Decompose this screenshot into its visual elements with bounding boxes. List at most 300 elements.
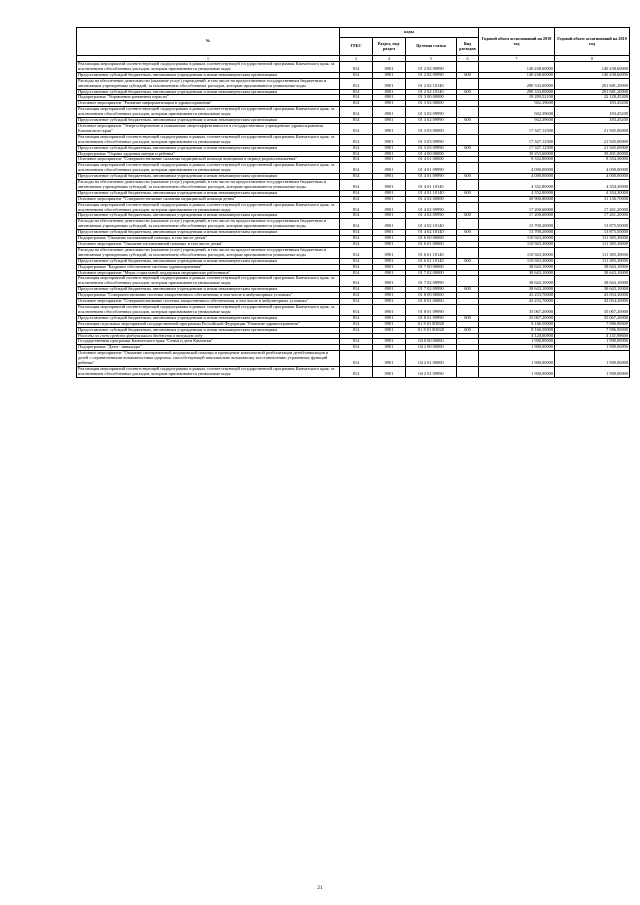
amount-2018: 942,39600 <box>479 101 555 107</box>
row-name: Предоставление субсидий бюджетным, автономным учреждениям и иным некоммерческим организациям <box>77 230 340 236</box>
table-row <box>77 299 630 305</box>
amount-2018: 4 000,00000 <box>479 174 555 180</box>
table-row <box>77 304 630 315</box>
target-article-code: 01 4 02 10140 <box>406 230 457 236</box>
table-row <box>77 264 630 270</box>
table-row <box>77 247 630 258</box>
table-row <box>77 163 630 174</box>
section-code: 0901 <box>373 196 406 202</box>
amount-2019: 4 151,98600 <box>555 333 630 339</box>
grbs-code: 814 <box>340 196 373 202</box>
section-code: 0901 <box>373 190 406 196</box>
amount-2018: 43 233,70000 <box>479 299 555 305</box>
target-article-code: 01 3 02 09990 <box>406 107 457 118</box>
amount-2019: 38 643,10000 <box>555 276 630 287</box>
grbs-code: 814 <box>340 276 373 287</box>
table-row <box>77 315 630 321</box>
table-row <box>77 351 630 367</box>
row-name: Подпрограмма "Кадровое обеспечение системы здравоохранения" <box>77 264 340 270</box>
section-code: 0901 <box>373 299 406 305</box>
section-code: 0901 <box>373 345 406 351</box>
expense-type-code <box>457 134 479 145</box>
section-code: 0901 <box>373 315 406 321</box>
expense-type-code: 600 <box>457 230 479 236</box>
grbs-code: 814 <box>340 293 373 299</box>
amount-2018: 17 200,60000 <box>479 213 555 219</box>
header-vr: Вид расходов <box>457 38 479 56</box>
amount-2018: 38 643,10000 <box>479 264 555 270</box>
amount-2018: 942,39600 <box>479 118 555 124</box>
amount-2019: 39 491,00000 <box>555 151 630 157</box>
target-article-code: 01 2 02 10140 <box>406 89 457 95</box>
target-article-code: 01 4 02 09990 <box>406 202 457 213</box>
target-article-code: 01 4 01 10140 <box>406 190 457 196</box>
grbs-code: 814 <box>340 95 373 101</box>
amount-2019: 4 354,30000 <box>555 190 630 196</box>
section-code: 0901 <box>373 95 406 101</box>
section-code: 0901 <box>373 270 406 276</box>
row-name: Подпрограмма "Охрана здоровья матери и ребенка" <box>77 151 340 157</box>
table-row <box>77 123 630 134</box>
row-name: Подпрограмма "Оказание паллиативной помощи, в том числе детям" <box>77 236 340 242</box>
section-code: 0901 <box>373 366 406 377</box>
grbs-code: 814 <box>340 270 373 276</box>
expense-type-code: 600 <box>457 213 479 219</box>
row-name: Подпрограмма "Совершенствование системы лекарственного обеспечения, в том числе в амбулаторных условиях" <box>77 293 340 299</box>
grbs-code: 814 <box>340 287 373 293</box>
index-cell: 8 <box>555 56 630 62</box>
amount-2018: 1 900,00000 <box>479 345 555 351</box>
expense-type-code: 600 <box>457 118 479 124</box>
index-cell: 7 <box>479 56 555 62</box>
expense-type-code: 600 <box>457 190 479 196</box>
row-name: Предоставление субсидий бюджетным, автономным учреждениям и иным некоммерческим организациям <box>77 213 340 219</box>
amount-2019: 4 000,00000 <box>555 163 630 174</box>
section-code: 0901 <box>373 242 406 248</box>
amount-2018: 43 233,70000 <box>479 293 555 299</box>
row-name: Государственная программа Камчатского края "Семья и дети Камчатки" <box>77 339 340 345</box>
amount-2019: 21 945,00000 <box>555 145 630 151</box>
expense-type-code <box>457 163 479 174</box>
grbs-code: 814 <box>340 230 373 236</box>
grbs-code: 814 <box>340 315 373 321</box>
target-article-code: 01 8 01 R3820 <box>406 327 457 333</box>
section-code: 0901 <box>373 287 406 293</box>
grbs-code: 814 <box>340 180 373 191</box>
amount-2019: 291 681,20000 <box>555 89 630 95</box>
amount-2019: 183,45200 <box>555 118 630 124</box>
amount-2018: 110 943,30000 <box>479 242 555 248</box>
table-row <box>77 151 630 157</box>
section-code: 0901 <box>373 236 406 242</box>
expense-type-code <box>457 366 479 377</box>
table-row <box>77 270 630 276</box>
amount-2018: 17 200,60000 <box>479 202 555 213</box>
amount-2018: 8 166,50000 <box>479 327 555 333</box>
expense-type-code: 600 <box>457 145 479 151</box>
target-article-code: 01 8 01 09990 <box>406 315 457 321</box>
section-code: 0901 <box>373 174 406 180</box>
target-article-code: 01 3 02 09990 <box>406 118 457 124</box>
row-name: Предоставление субсидий бюджетным, автономным учреждениям и иным некоммерческим организациям <box>77 258 340 264</box>
row-name: Реализация мероприятий соответствующей подпрограммы в рамках соответствующей государственной программы Камчатского края, за исключением обособленных расходов, которым присваиваются уникальные коды <box>77 304 340 315</box>
expense-type-code <box>457 78 479 89</box>
index-cell: 1 <box>77 56 340 62</box>
table-row <box>77 89 630 95</box>
grbs-code: 814 <box>340 78 373 89</box>
header-2018: Годовой объем ассигнований на 2018 год <box>479 28 555 56</box>
grbs-code: 814 <box>340 101 373 107</box>
target-article-code: 01 7 02 00000 <box>406 270 457 276</box>
section-code: 0901 <box>373 118 406 124</box>
expense-type-code <box>457 247 479 258</box>
row-name: Реализация мероприятий соответствующей подпрограммы в рамках соответствующей государственной программы Камчатского края, за исключением обособленных расходов, которым присваиваются уникальные коды <box>77 276 340 287</box>
expense-type-code <box>457 107 479 118</box>
row-name: Расходы на обеспечение деятельности (оказание услуг) учреждений, в том числе на предоставление государственным бюджетным и автономным учреждениям субсидий, за исключением обособленных расходов, которым присваиваются уникальные коды <box>77 247 340 258</box>
amount-2018: 110 943,30000 <box>479 247 555 258</box>
amount-2018: 1 900,00000 <box>479 351 555 367</box>
section-code: 0901 <box>373 293 406 299</box>
target-article-code: 01 4 00 00000 <box>406 151 457 157</box>
table-row <box>77 174 630 180</box>
index-cell: 6 <box>457 56 479 62</box>
table-row <box>77 366 630 377</box>
amount-2019: 1 900,00000 <box>555 351 630 367</box>
row-name: Предоставление субсидий бюджетным, автономным учреждениям и иным некоммерческим организациям <box>77 174 340 180</box>
table-row <box>77 134 630 145</box>
index-cell: 5 <box>406 56 457 62</box>
amount-2018: 1 900,00000 <box>479 366 555 377</box>
table-row <box>77 202 630 213</box>
grbs-code: 814 <box>340 247 373 258</box>
table-row <box>77 196 630 202</box>
amount-2019: 140 438,60000 <box>555 62 630 73</box>
grbs-code: 814 <box>340 304 373 315</box>
grbs-code: 814 <box>340 145 373 151</box>
grbs-code: 814 <box>340 174 373 180</box>
target-article-code: 01 4 02 09990 <box>406 213 457 219</box>
row-name: Предоставление субсидий бюджетным, автономным учреждениям и иным некоммерческим организациям <box>77 118 340 124</box>
amount-2019: 291 681,20000 <box>555 78 630 89</box>
section-code: 0901 <box>373 230 406 236</box>
target-article-code: 01 3 03 09990 <box>406 145 457 151</box>
amount-2019: 17 261,20000 <box>555 213 630 219</box>
amount-2019: 38 643,10000 <box>555 264 630 270</box>
row-name: Основное мероприятие "Совершенствование оказания медицинской помощи детям" <box>77 196 340 202</box>
target-article-code: 01 4 01 00000 <box>406 157 457 163</box>
section-code: 0901 <box>373 264 406 270</box>
row-name: Расходы на обеспечение деятельности (оказание услуг) учреждений, в том числе на предоставление государственным бюджетным и автономным учреждениям субсидий, за исключением обособленных расходов, которым присваиваются уникальные коды <box>77 78 340 89</box>
grbs-code: 814 <box>340 258 373 264</box>
table-row <box>77 62 630 73</box>
amount-2019: 7 986,90000 <box>555 327 630 333</box>
row-name: Предоставление субсидий бюджетным, автономным учреждениям и иным некоммерческим организациям <box>77 72 340 78</box>
grbs-code: 814 <box>340 151 373 157</box>
section-code: 0901 <box>373 339 406 345</box>
amount-2018: 4 000,00000 <box>479 163 555 174</box>
grbs-code: 814 <box>340 327 373 333</box>
table-row <box>77 321 630 327</box>
table-row <box>77 287 630 293</box>
target-article-code: 01 3 03 00000 <box>406 123 457 134</box>
row-name: Подпрограмма "Дети - инвалиды" <box>77 345 340 351</box>
table-row <box>77 213 630 219</box>
row-name: Расходы на обеспечение деятельности (оказание услуг) учреждений, в том числе на предоставление государственным бюджетным и автономным учреждениям субсидий, за исключением обособленных расходов, которым присваиваются уникальные коды <box>77 180 340 191</box>
expense-type-code: 600 <box>457 89 479 95</box>
table-row <box>77 276 630 287</box>
expense-type-code <box>457 202 479 213</box>
grbs-code: 814 <box>340 190 373 196</box>
target-article-code: 01 4 01 09990 <box>406 174 457 180</box>
amount-2019: 4 000,00000 <box>555 174 630 180</box>
grbs-code: 814 <box>340 72 373 78</box>
target-article-code: 01 4 01 09990 <box>406 163 457 174</box>
target-article-code: 01 8 00 00000 <box>406 293 457 299</box>
amount-2019: 4 354,30000 <box>555 180 630 191</box>
expense-type-code: 600 <box>457 174 479 180</box>
row-name: Реализация мероприятий соответствующей подпрограммы в рамках соответствующей государственной программы Камчатского края, за исключением обособленных расходов, которым присваиваются уникальные коды <box>77 163 340 174</box>
index-cell: 3 <box>340 56 373 62</box>
header-csr: Целевая статья <box>406 38 457 56</box>
row-name: Реализация мероприятий соответствующей подпрограммы в рамках соответствующей государственной программы Камчатского края, за исключением обособленных расходов, которым присваиваются уникальные коды <box>77 202 340 213</box>
amount-2019: 1 900,00000 <box>555 339 630 345</box>
row-name: Реализация мероприятий соответствующей подпрограммы в рамках соответствующей государственной программы Камчатского края, за исключением обособленных расходов, которым присваиваются уникальные коды <box>77 62 340 73</box>
target-article-code: 01 4 02 10140 <box>406 219 457 230</box>
grbs-code: 814 <box>340 345 373 351</box>
table-row <box>77 180 630 191</box>
amount-2018: 140 438,60000 <box>479 62 555 73</box>
amount-2019: 111 385,30000 <box>555 242 630 248</box>
row-name: Основное мероприятие "Оказание паллиативной помощи, в том числе детям" <box>77 242 340 248</box>
row-name: Основное мероприятие "Меры социальной поддержки медицинских работников" <box>77 270 340 276</box>
amount-2018: 4 352,80000 <box>479 190 555 196</box>
grbs-code: 814 <box>340 163 373 174</box>
amount-2019: 111 385,30000 <box>555 236 630 242</box>
expense-type-code: 600 <box>457 72 479 78</box>
amount-2018: 942,39600 <box>479 107 555 118</box>
grbs-code: 814 <box>340 107 373 118</box>
amount-2019: 1 900,00000 <box>555 366 630 377</box>
target-article-code: 01 4 01 10140 <box>406 180 457 191</box>
grbs-code: 814 <box>340 123 373 134</box>
section-code: 0901 <box>373 180 406 191</box>
amount-2018: 290 333,00000 <box>479 78 555 89</box>
grbs-code: 814 <box>340 62 373 73</box>
expense-type-code: 600 <box>457 315 479 321</box>
expense-type-code <box>457 123 479 134</box>
section-code: 0901 <box>373 163 406 174</box>
amount-2018: 17 347,12500 <box>479 134 555 145</box>
row-name: Предоставление субсидий бюджетным, автономным учреждениям и иным некоммерческим организациям <box>77 327 340 333</box>
amount-2018: 8 166,50000 <box>479 321 555 327</box>
table-body <box>77 62 630 378</box>
amount-2018: 18 289,52100 <box>479 95 555 101</box>
index-cell: 4 <box>373 56 406 62</box>
grbs-code: 814 <box>340 339 373 345</box>
section-code: 0901 <box>373 107 406 118</box>
grbs-code: 814 <box>340 321 373 327</box>
section-code: 0901 <box>373 213 406 219</box>
table-row <box>77 157 630 163</box>
amount-2019: 8 354,30000 <box>555 157 630 163</box>
grbs-code: 814 <box>340 264 373 270</box>
row-name: Основное мероприятие "Энергосбережение и повышение энергоэффективности в государственных учреждениях здравоохранения Камчатского края" <box>77 123 340 134</box>
amount-2018: 290 333,00000 <box>479 89 555 95</box>
table-row <box>77 339 630 345</box>
amount-2018: 17 347,12500 <box>479 123 555 134</box>
grbs-code: 814 <box>340 351 373 367</box>
grbs-code: 814 <box>340 219 373 230</box>
table-row <box>77 101 630 107</box>
expense-type-code <box>457 62 479 73</box>
row-name: Предоставление субсидий бюджетным, автономным учреждениям и иным некоммерческим организациям <box>77 315 340 321</box>
table-row <box>77 95 630 101</box>
table-row <box>77 78 630 89</box>
target-article-code: 01 3 03 09990 <box>406 134 457 145</box>
section-code: 0901 <box>373 247 406 258</box>
section-code: 0901 <box>373 62 406 73</box>
target-article-code: 01 6 01 10140 <box>406 258 457 264</box>
grbs-code: 814 <box>340 366 373 377</box>
section-code: 0901 <box>373 351 406 367</box>
grbs-code: 814 <box>340 242 373 248</box>
amount-2019: 43 054,30000 <box>555 299 630 305</box>
row-name: Расходы за счет средств федерального бюджета в текущем году <box>77 333 340 339</box>
header-2019: Годовой объем ассигнований на 2019 год <box>555 28 630 56</box>
amount-2019: 38 643,10000 <box>555 270 630 276</box>
header-grbs: ГРБС <box>340 38 373 56</box>
amount-2019: 111 385,30000 <box>555 258 630 264</box>
amount-2019: 183,45200 <box>555 107 630 118</box>
expense-type-code <box>457 276 479 287</box>
table-row <box>77 242 630 248</box>
target-article-code: 04 0 00 00000 <box>406 339 457 345</box>
row-name: Основное мероприятие "Развитие информатизации в здравоохранении" <box>77 101 340 107</box>
table-row <box>77 72 630 78</box>
row-name: Реализация мероприятий соответствующей подпрограммы в рамках соответствующей государственной программы Камчатского края, за исключением обособленных расходов, которым присваиваются уникальные коды <box>77 366 340 377</box>
grbs-code: 814 <box>340 299 373 305</box>
table-row <box>77 219 630 230</box>
amount-2019: 43 054,30000 <box>555 293 630 299</box>
grbs-code: 814 <box>340 202 373 213</box>
amount-2018: 35 067,20000 <box>479 304 555 315</box>
amount-2019: 35 067,20000 <box>555 304 630 315</box>
amount-2019: 31 136,70000 <box>555 196 630 202</box>
table-row <box>77 190 630 196</box>
amount-2018: 17 347,12500 <box>479 145 555 151</box>
target-article-code: 01 7 02 09990 <box>406 287 457 293</box>
budget-table <box>76 27 630 378</box>
row-name: Предоставление субсидий бюджетным, автономным учреждениям и иным некоммерческим организациям <box>77 190 340 196</box>
grbs-code: 814 <box>340 89 373 95</box>
grbs-code: 814 <box>340 213 373 219</box>
amount-2019: 7 986,90000 <box>555 321 630 327</box>
row-name: Основное мероприятие "Совершенствование системы лекарственного обеспечения, в том числе в амбулаторных условиях" <box>77 299 340 305</box>
amount-2019: 1 900,00000 <box>555 345 630 351</box>
amount-2019: 17 261,20000 <box>555 202 630 213</box>
section-code: 0901 <box>373 327 406 333</box>
amount-2019: 140 438,60000 <box>555 72 630 78</box>
amount-2019: 22 128,45200 <box>555 95 630 101</box>
target-article-code: 01 2 02 09990 <box>406 72 457 78</box>
row-name: Основное мероприятие "Оказание своевременной медицинской помощи и проведение комплексной реабилитации детей-инвалидов и детей с ограниченными возможностями здоровья, способствующей максимально возможному восстановлению утраченных функций ребенка" <box>77 351 340 367</box>
table-row <box>77 118 630 124</box>
row-name: Подпрограмма "Управление развитием отрасли" <box>77 95 340 101</box>
expense-type-code <box>457 219 479 230</box>
section-code: 0901 <box>373 151 406 157</box>
expense-type-code <box>457 304 479 315</box>
amount-2019: 13 875,50000 <box>555 230 630 236</box>
expense-type-code <box>457 180 479 191</box>
target-article-code: 01 3 00 00000 <box>406 95 457 101</box>
amount-2018: 38 643,10000 <box>479 287 555 293</box>
target-article-code: 01 8 01 09990 <box>406 304 457 315</box>
section-code: 0901 <box>373 72 406 78</box>
amount-2018: 13 700,20000 <box>479 219 555 230</box>
target-article-code: 01 7 00 00000 <box>406 264 457 270</box>
amount-2019: 13 875,50000 <box>555 219 630 230</box>
table-row <box>77 145 630 151</box>
section-code: 0901 <box>373 202 406 213</box>
target-article-code: 01 6 00 00000 <box>406 236 457 242</box>
grbs-code: 814 <box>340 118 373 124</box>
target-article-code: 01 3 02 00000 <box>406 101 457 107</box>
section-code: 0901 <box>373 78 406 89</box>
page-number: 21 <box>317 885 323 891</box>
amount-2018: 110 943,30000 <box>479 236 555 242</box>
section-code: 0901 <box>373 276 406 287</box>
section-code: 0901 <box>373 258 406 264</box>
row-name: Расходы на обеспечение деятельности (оказание услуг) учреждений, в том числе на предоставление государственным бюджетным и автономным учреждениям субсидий, за исключением обособленных расходов, которым присваиваются уникальные коды <box>77 219 340 230</box>
expense-type-code: 600 <box>457 327 479 333</box>
amount-2018: 4 352,80000 <box>479 180 555 191</box>
target-article-code: 01 8 01 R3820 <box>406 321 457 327</box>
amount-2018: 110 943,30000 <box>479 258 555 264</box>
section-code: 0901 <box>373 145 406 151</box>
expense-type-code: 600 <box>457 258 479 264</box>
budget-document <box>76 27 629 378</box>
section-code: 0901 <box>373 101 406 107</box>
amount-2018: 39 253,60000 <box>479 151 555 157</box>
section-code: 0901 <box>373 321 406 327</box>
grbs-code: 814 <box>340 134 373 145</box>
row-name: Предоставление субсидий бюджетным, автономным учреждениям и иным некоммерческим организациям <box>77 145 340 151</box>
amount-2018: 38 643,10000 <box>479 276 555 287</box>
target-article-code: 01 6 01 00000 <box>406 242 457 248</box>
header-codes: коды <box>340 28 479 38</box>
amount-2019: 183,45200 <box>555 101 630 107</box>
section-code: 0901 <box>373 157 406 163</box>
row-name: Предоставление субсидий бюджетным, автономным учреждениям и иным некоммерческим организациям <box>77 287 340 293</box>
amount-2019: 38 643,10000 <box>555 287 630 293</box>
section-code: 0901 <box>373 304 406 315</box>
target-article-code: 01 8 01 00000 <box>406 299 457 305</box>
section-code: 0901 <box>373 123 406 134</box>
table-row <box>77 107 630 118</box>
target-article-code: 04 2 01 09990 <box>406 366 457 377</box>
target-article-code: 01 4 02 00000 <box>406 196 457 202</box>
amount-2018: 38 643,10000 <box>479 270 555 276</box>
grbs-code: 814 <box>340 236 373 242</box>
expense-type-code <box>457 351 479 367</box>
target-article-code: 01 7 02 09990 <box>406 276 457 287</box>
section-code: 0901 <box>373 89 406 95</box>
target-article-code: 04 2 00 00000 <box>406 345 457 351</box>
table-row <box>77 258 630 264</box>
header-razdel: Раздел, под-раздел <box>373 38 406 56</box>
amount-2018: 35 067,20000 <box>479 315 555 321</box>
header-num: № <box>77 28 340 56</box>
